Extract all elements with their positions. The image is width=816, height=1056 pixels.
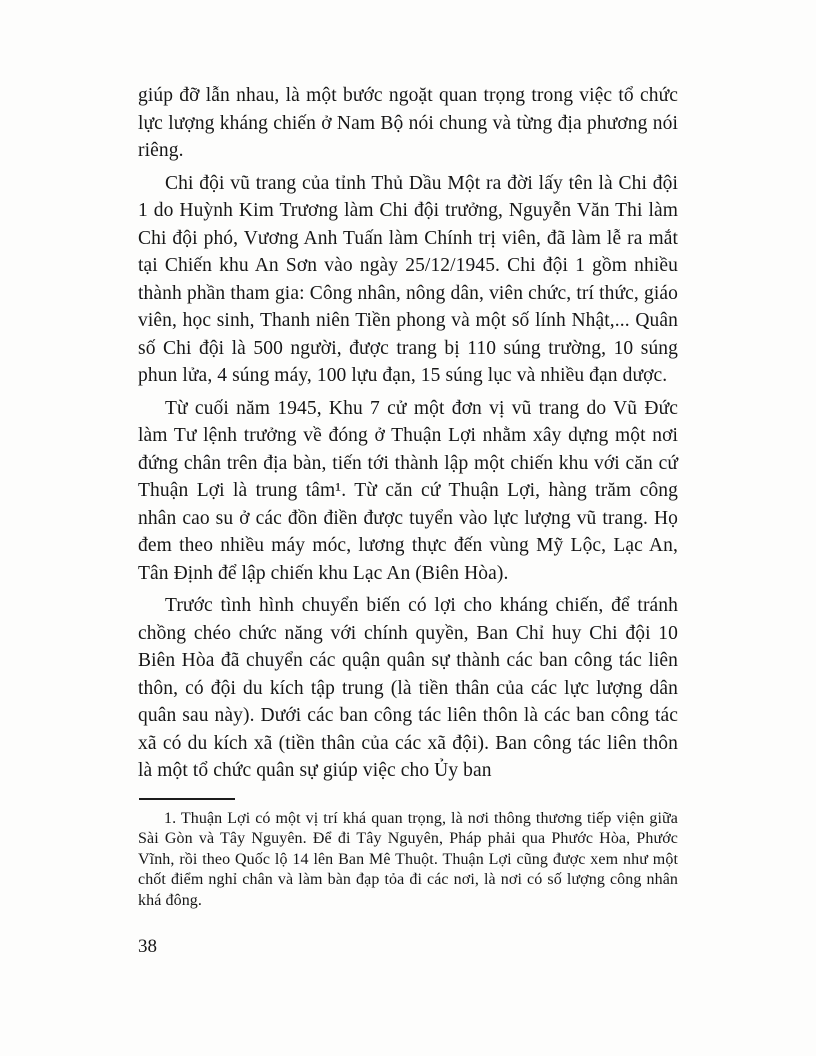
footnote-separator-rule: [139, 798, 235, 800]
footnote-text: 1. Thuận Lợi có một vị trí khá quan trọng, là nơi thông thương tiếp viện giữa Sài Gòn và Tây Nguyên. Để đi Tây Nguyên, Pháp phải qua Phước Hòa, Phước Vĩnh, rồi theo Quốc lộ 14 lên Ban Mê Thuột. Thuận Lợi cũng được xem như một chốt điểm nghỉ chân và làm bàn đạp tỏa đi các nơi, là nơi có số lượng công nhân khá đông.: [138, 809, 678, 909]
page-number: 38: [138, 936, 157, 957]
body-paragraph: Từ cuối năm 1945, Khu 7 cử một đơn vị vũ trang do Vũ Đức làm Tư lệnh trưởng về đóng ở Thuận Lợi nhằm xây dựng một nơi đứng chân trên địa bàn, tiến tới thành lập một chiến khu với căn cứ Thuận Lợi là trung tâm¹. Từ căn cứ Thuận Lợi, hàng trăm công nhân cao su ở các đồn điền được tuyển vào lực lượng vũ trang. Họ đem theo nhiều máy móc, lương thực đến vùng Mỹ Lộc, Lạc An, Tân Định để lập chiến khu Lạc An (Biên Hòa).: [138, 397, 678, 584]
body-paragraph: Trước tình hình chuyển biến có lợi cho kháng chiến, để tránh chồng chéo chức năng với chính quyền, Ban Chỉ huy Chi đội 10 Biên Hòa đã chuyển các quận quân sự thành các ban công tác liên thôn, có đội du kích tập trung (là tiền thân của các lực lượng dân quân sau này). Dưới các ban công tác liên thôn là các ban công tác xã có du kích xã (tiền thân của các xã đội). Ban công tác liên thôn là một tổ chức quân sự giúp việc cho Ủy ban: [138, 595, 678, 781]
body-paragraph-continuation: giúp đỡ lẫn nhau, là một bước ngoặt quan trọng trong việc tổ chức lực lượng kháng chiến ở Nam Bộ nói chung và từng địa phương nói riêng.: [138, 85, 678, 161]
page-text-block: [138, 82, 678, 959]
body-paragraph: Chi đội vũ trang của tỉnh Thủ Dầu Một ra đời lấy tên là Chi đội 1 do Huỳnh Kim Trương làm Chi đội trưởng, Nguyễn Văn Thi làm Chi đội phó, Vương Anh Tuấn làm Chính trị viên, đã làm lễ ra mắt tại Chiến khu An Sơn vào ngày 25/12/1945. Chi đội 1 gồm nhiều thành phần tham gia: Công nhân, nông dân, viên chức, trí thức, giáo viên, học sinh, Thanh niên Tiền phong và một số lính Nhật,... Quân số Chi đội là 500 người, được trang bị 110 súng trường, 10 súng phun lửa, 4 súng máy, 100 lựu đạn, 15 súng lục và nhiều đạn dược.: [138, 172, 678, 386]
